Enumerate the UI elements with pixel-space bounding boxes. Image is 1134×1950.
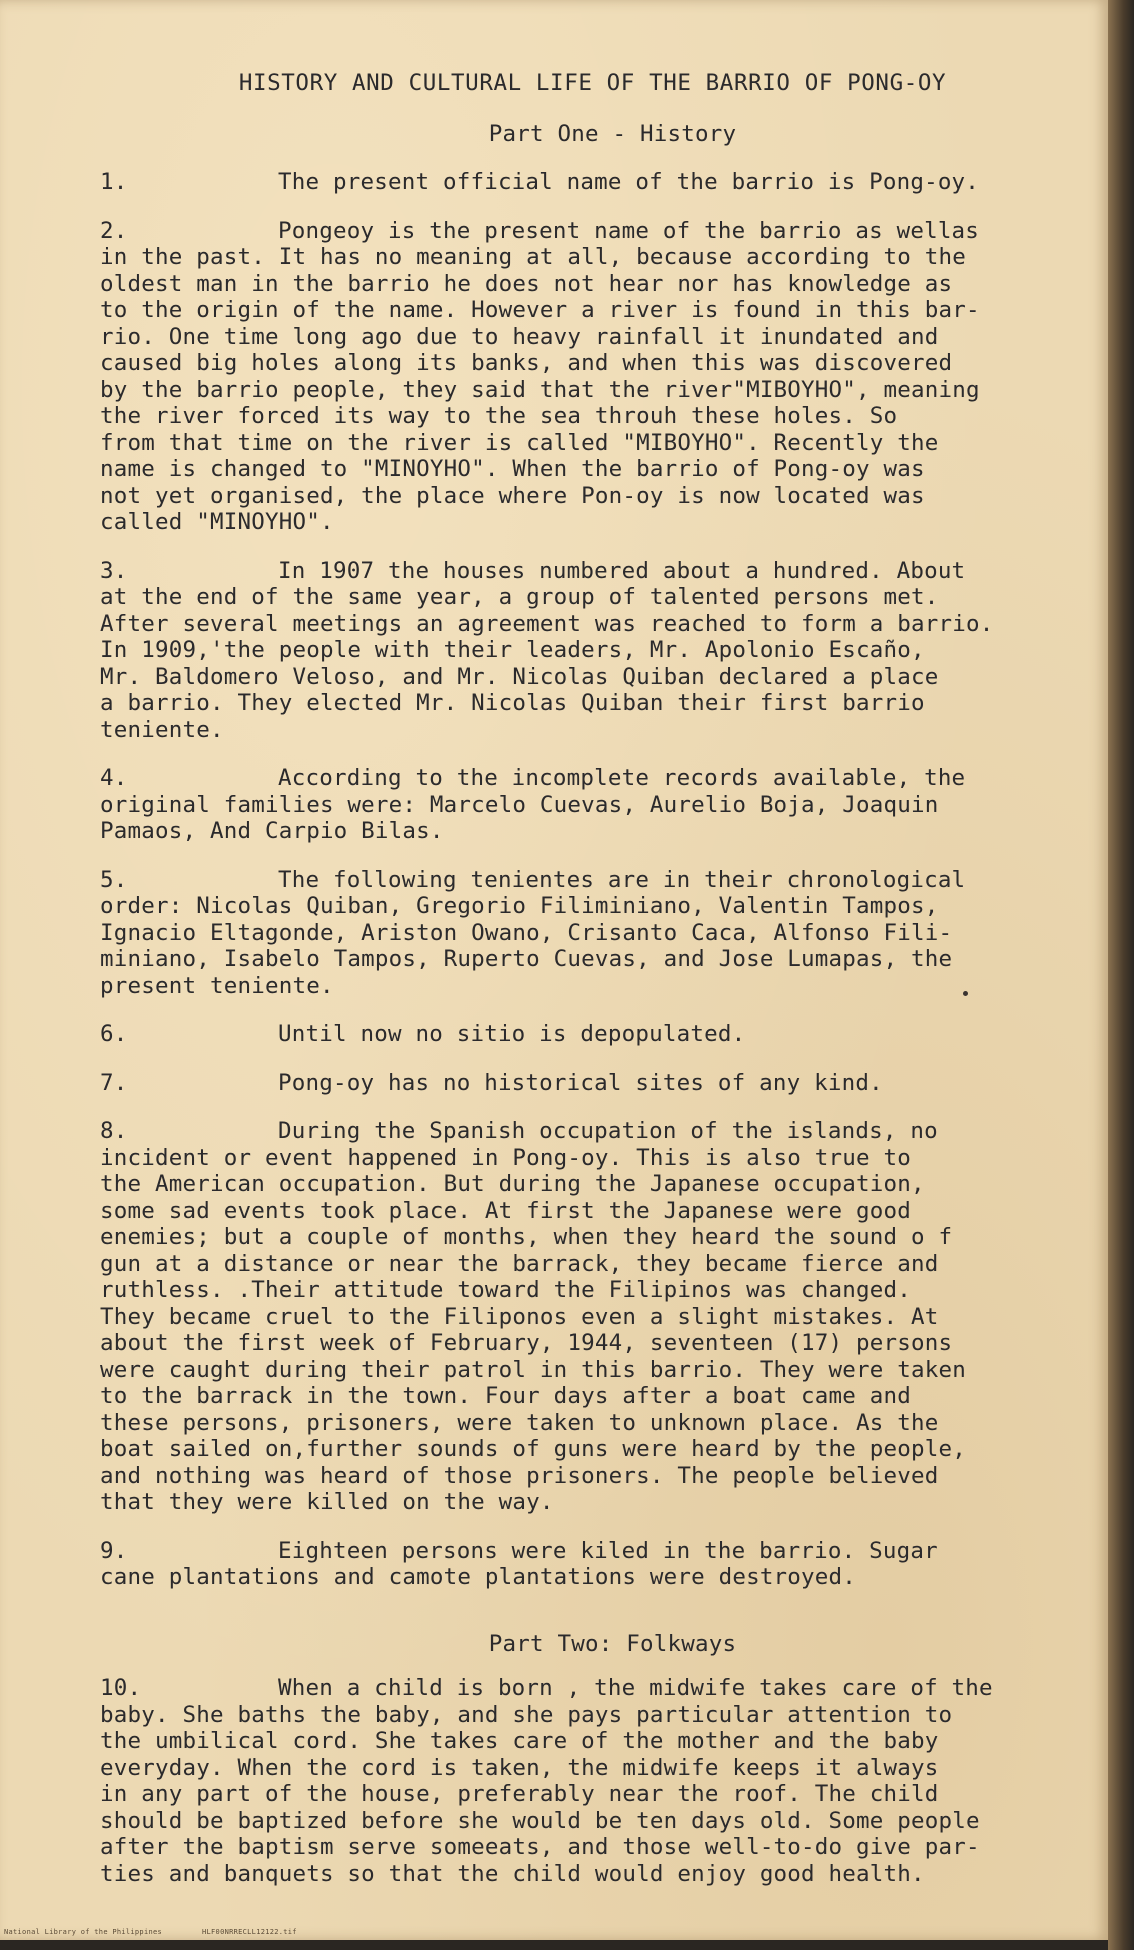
paragraph-text: According to the incomplete records available, the original families were: Marcelo Cuevas, Aurelio Boja, Joaquin Pamaos, And Carpio Bilas. bbox=[100, 765, 966, 844]
paragraph-number: 1. bbox=[100, 169, 128, 195]
paragraph-4 bbox=[100, 765, 1085, 845]
paragraph-1 bbox=[100, 169, 1085, 196]
paragraph-number: 8. bbox=[100, 1118, 128, 1144]
paragraph-number: 3. bbox=[100, 557, 128, 584]
paragraph-text: In 1907 the houses numbered about a hundred. About at the end of the same year, a group of talented persons met. After several meetings an agreement was reached to form a barrio. In 1909,'the people with their leaders, Mr. Apolonio Escaño, Mr. Baldomero Veloso, and Mr. Nicolas Quiban declared a place a barrio. They elected Mr. Nicolas Quiban their first barrio teniente. bbox=[100, 557, 994, 743]
paragraph-2 bbox=[100, 218, 1085, 536]
paragraph-number: 5. bbox=[100, 866, 128, 893]
paragraph-3 bbox=[100, 558, 1085, 744]
paragraph-text: When a child is born , the midwife takes care of the baby. She baths the baby, and she pays particular attention to the umbilical cord. She takes care of the mother and the baby everyday. When the cord is taken, the midwife keeps it always in any part of the house, preferably near the roof. The child should be baptized before she would be ten days old. Some people after the baptism serve someeats, and those well-to-do give par- ties and banquets so that the child would enjoy good health. bbox=[100, 1675, 993, 1887]
paragraph-number: 7. bbox=[100, 1069, 128, 1096]
scan-footer bbox=[4, 1928, 297, 1936]
paragraph-text: During the Spanish occupation of the islands, no incident or event happened in Pong-oy. This is also true to the American occupation. But during the Japanese occupation, some sad events took place. At first the Japanese were good enemies; but a couple of months, when they heard the sound o f gun at a distance or near the barrack, they became fierce and ruthless. .Their attitude toward the Filipinos was changed. They became cruel to the Filiponos even a slight mistakes. At about the first week of February, 1944, seventeen (17) persons were caught during their patrol in this barrio. They were taken to the barrack in the town. Four days after a boat came and these persons, prisoners, were taken to unknown place. As the boat sailed on,further sounds of guns were heard by the people, and nothing was heard of those prisoners. The people believed that they were killed on the way. bbox=[100, 1118, 967, 1515]
paragraph-number: 2. bbox=[100, 217, 128, 244]
paragraph-text: Until now no sitio is depopulated. bbox=[278, 1021, 746, 1047]
ink-smudge bbox=[963, 991, 968, 996]
paragraph-number: 4. bbox=[100, 765, 128, 791]
paragraph-text: Pong-oy has no historical sites of any kind. bbox=[278, 1069, 883, 1096]
part-one-heading: Part One - History bbox=[488, 120, 737, 147]
footer-filename: HLF00NRRECLL12122.tif bbox=[202, 1928, 297, 1936]
part-two-heading: Part Two: Folkways bbox=[488, 1630, 737, 1657]
paragraph-text: The present official name of the barrio is Pong-oy. bbox=[278, 169, 980, 195]
paragraph-6 bbox=[100, 1021, 1085, 1048]
paragraph-text: Eighteen persons were kiled in the barrio. Sugar cane plantations and camote plantations were destroyed. bbox=[100, 1537, 938, 1590]
paragraph-10 bbox=[100, 1675, 1085, 1887]
paragraph-8 bbox=[100, 1118, 1085, 1516]
paragraph-number: 9. bbox=[100, 1537, 128, 1564]
paragraph-7 bbox=[100, 1070, 1085, 1097]
paragraph-9 bbox=[100, 1538, 1085, 1591]
paragraph-5 bbox=[100, 867, 1085, 1000]
document-title: HISTORY AND CULTURAL LIFE OF THE BARRIO OF PONG-OY bbox=[238, 70, 947, 96]
footer-library: National Library of the Philippines bbox=[4, 1928, 163, 1936]
paragraph-number: 6. bbox=[100, 1021, 128, 1047]
paragraph-text: The following tenientes are in their chronological order: Nicolas Quiban, Gregorio Filiminiano, Valentin Tampos, Ignacio Eltagonde, Ariston Owano, Crisanto Caca, Alfonso Fili- miniano, Isabelo Tampos, Ruperto Cuevas, and Jose Lumapas, the present teniente. bbox=[100, 866, 966, 999]
page-edge-shadow bbox=[1108, 0, 1134, 1950]
paragraph-text: Pongeoy is the present name of the barrio as wellas in the past. It has no meaning at all, because according to the oldest man in the barrio he does not hear nor has knowledge as to the origin of the name. However a river is found in this bar- rio. One time long ago due to heavy rainfall it inundated and caused big holes along its banks, and when this was discovered by the barrio people, they said that the river"MIBOYHO", meaning the river forced its way to the sea throuh these holes. So from that time on the river is called "MIBOYHO". Recently the name is changed to "MINOYHO". When the barrio of Pong-oy was not yet organised, the place where Pon-oy is now located was called "MINOYHO". bbox=[100, 217, 980, 535]
paragraph-number: 10. bbox=[100, 1675, 142, 1701]
document-body bbox=[100, 70, 1085, 1909]
